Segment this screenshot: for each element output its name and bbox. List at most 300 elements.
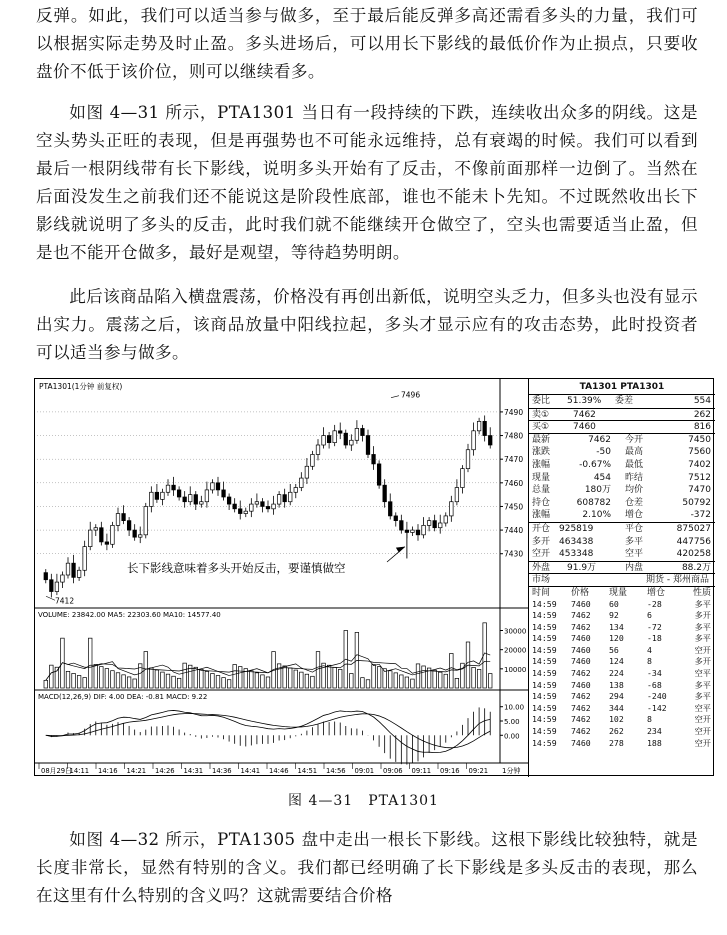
volume-bar: [338, 669, 342, 688]
market-label: 市场: [532, 575, 551, 586]
volume-bar: [111, 671, 115, 688]
candle-up: [244, 511, 248, 513]
price-tick-label: 7480: [504, 431, 524, 441]
volume-bar: [300, 672, 304, 688]
volume-bar: [416, 664, 420, 688]
position-label: 空开: [532, 549, 551, 560]
volume-bar: [88, 638, 92, 688]
stat-value: 7560: [688, 447, 711, 458]
stat-label: 涨跌: [532, 447, 551, 458]
volume-bar: [166, 674, 170, 688]
tick-cell: -72: [647, 621, 662, 632]
tick-cell: 14:59: [532, 679, 557, 690]
tick-cell: -240: [647, 691, 667, 702]
tick-cell: 7462: [571, 691, 591, 702]
time-axis-label: 1分钟: [502, 767, 521, 775]
volume-bar: [100, 667, 104, 688]
tick-cell: 344: [609, 702, 624, 713]
market-row: [529, 573, 715, 586]
candle-down: [488, 436, 492, 445]
time-axis-label: 09:01: [354, 767, 375, 775]
candle-up: [411, 530, 415, 532]
tick-list: [529, 599, 715, 750]
position-row: [529, 536, 715, 549]
stat-value: 180万: [584, 485, 611, 496]
candle-down: [283, 495, 287, 502]
candle-down: [366, 436, 370, 455]
tick-cell: 138: [609, 679, 624, 690]
volume-tick-label: 10000: [504, 665, 527, 674]
tick-cell: 7460: [571, 633, 591, 644]
stat-label: 持仓: [532, 497, 551, 508]
tick-cell: 14:59: [532, 656, 557, 667]
stat-value: 7450: [688, 434, 711, 445]
tick-cell: 多平: [694, 621, 711, 632]
tick-cell: 14:59: [532, 737, 557, 748]
tick-cell: 92: [609, 610, 619, 621]
tick-cell: -142: [647, 702, 667, 713]
inner-label: 内盘: [625, 562, 644, 573]
volume-bar: [294, 670, 298, 688]
candle-down: [416, 530, 420, 535]
stat-label: 今开: [625, 434, 644, 445]
sell-price: 7462: [573, 409, 596, 420]
time-axis-label: 14:26: [155, 767, 175, 775]
high-pointer: [391, 396, 399, 398]
candle-down: [50, 580, 54, 592]
candle-up: [205, 490, 209, 502]
volume-bar: [133, 679, 137, 688]
candle-down: [194, 495, 198, 504]
stat-value: -50: [596, 447, 611, 458]
tick-header-cell: 时间: [532, 587, 551, 598]
stat-label: 仓差: [625, 497, 644, 508]
candle-down: [372, 454, 376, 463]
volume-bar: [422, 666, 426, 688]
stat-value: 608782: [576, 497, 611, 508]
candle-down: [338, 431, 342, 433]
candle-up: [305, 466, 309, 478]
tick-cell: 14:59: [532, 621, 557, 632]
paragraph-2: 如图 4—31 所示，PTA1301 当日有一段持续的下跌，连续收出众多的阴线。这是空头势头正旺的表现，但是再强势也不可能永远维持，总有衰竭的时候。我们可以看到最后一根阴线带有长下影线，说明多头开始有了反击，不像前面那样一边倒了。当然在后面没发生之前我们还不能说这是阶段性底部，谁也不能未卜先知。不过既然收出长下影线就说明了多头的反击，此时我们就不能继续开仓做空了，空头也需要适当止盈，但是也不能开仓做多，最好是观望，等待趋势明朗。: [36, 103, 698, 262]
candle-up: [438, 523, 442, 528]
time-axis-label: 14:31: [183, 767, 204, 775]
volume-bar: [161, 672, 165, 688]
annotation-arrowhead: [396, 547, 405, 553]
price-tick-label: 7450: [504, 502, 524, 512]
volume-bar: [222, 678, 226, 688]
price-tick-label: 7470: [504, 455, 524, 465]
tick-cell: 102: [609, 714, 624, 725]
tick-cell: 14:59: [532, 702, 557, 713]
candle-up: [311, 454, 315, 466]
stat-row: [529, 484, 715, 497]
tick-cell: 7460: [571, 656, 591, 667]
tick-cell: 7462: [571, 714, 591, 725]
position-label: 平仓: [625, 523, 644, 534]
candle-down: [266, 506, 270, 508]
buy-row: [529, 420, 715, 433]
tick-cell: 空开: [694, 726, 711, 737]
stat-value: 7470: [688, 485, 711, 496]
volume-bar: [394, 673, 398, 688]
candle-down: [172, 485, 176, 490]
inner-value: 88.2万: [681, 562, 711, 573]
buy-label: 买①: [532, 422, 550, 433]
tick-cell: 7460: [571, 598, 591, 609]
stat-label: 均价: [625, 485, 644, 496]
volume-bar: [405, 677, 409, 688]
tick-cell: 234: [647, 726, 662, 737]
outer-label: 外盘: [532, 562, 551, 573]
volume-bar: [150, 668, 154, 688]
candle-down: [483, 421, 487, 435]
stat-label: 涨幅: [532, 459, 551, 470]
stat-value: -372: [690, 510, 711, 521]
position-value: 447756: [676, 536, 711, 547]
stat-label: 最低: [625, 459, 644, 470]
volume-bar: [450, 654, 454, 689]
candle-down: [400, 521, 404, 530]
weicha-label: 委差: [615, 396, 634, 406]
candle-up: [255, 502, 259, 504]
tick-cell: 8: [647, 656, 652, 667]
tick-cell: 14:59: [532, 668, 557, 679]
volume-bar: [438, 672, 442, 688]
position-label: 多开: [532, 536, 551, 547]
candle-down: [433, 521, 437, 528]
volume-bar: [372, 665, 376, 688]
time-axis-label: 14:51: [297, 767, 318, 775]
figure-caption: 图 4—31 PTA1301: [288, 793, 439, 809]
tick-cell: 14:59: [532, 598, 557, 609]
stats-list: [529, 433, 715, 522]
stat-label: 现量: [532, 472, 551, 483]
volume-bar: [477, 669, 481, 688]
candle-down: [327, 436, 331, 443]
stat-value: 50792: [682, 497, 711, 508]
volume-bar: [361, 678, 365, 688]
tick-cell: 188: [647, 737, 662, 748]
volume-bar: [50, 665, 54, 688]
tick-cell: 7462: [571, 702, 591, 713]
volume-bar: [177, 678, 181, 688]
tick-cell: 14:59: [532, 644, 557, 655]
tick-row: [529, 703, 715, 715]
volume-tick-label: 20000: [504, 646, 527, 655]
candle-up: [427, 521, 431, 526]
stat-value: -0.67%: [579, 459, 611, 470]
candle-down: [344, 433, 348, 445]
price-tick-label: 7490: [504, 407, 524, 417]
macd-tick-label: 5.00: [504, 718, 520, 726]
volume-bar: [72, 673, 76, 688]
tick-row: [529, 645, 715, 657]
candle-down: [233, 504, 237, 509]
volume-bar: [472, 667, 476, 688]
paragraph-4: 如图 4—32 所示，PTA1305 盘中走出一根长下影线。这根下影线比较独特，就是长度非常长，显然有特别的含义。我们都已经明确了长下影线是多头反击的表现，那么在这里有什么特别的含义吗？这就需要结合价格: [36, 830, 698, 905]
stat-value: 454: [593, 472, 611, 483]
stat-value: 2.10%: [582, 510, 611, 521]
candle-up: [472, 431, 476, 450]
stat-row: [529, 509, 715, 522]
volume-bar: [77, 676, 81, 688]
volume-bar: [183, 663, 187, 688]
volume-bar: [388, 671, 392, 688]
tick-row: [529, 726, 715, 738]
stat-row: [529, 434, 715, 447]
volume-bar: [305, 674, 309, 688]
price-tick-label: 7430: [504, 549, 524, 559]
volume-label: VOLUME: 23842.00 MA5: 22303.60 MA10: 14577.40: [38, 611, 221, 619]
candle-up: [288, 492, 292, 501]
candle-down: [377, 464, 381, 485]
quote-panel: [528, 379, 715, 777]
candle-up: [294, 488, 298, 493]
candle-up: [83, 547, 87, 571]
time-axis-label: 14:46: [269, 767, 289, 775]
tick-row: [529, 668, 715, 680]
stat-label: 总量: [532, 485, 551, 496]
volume-bar: [377, 667, 381, 688]
time-axis-label: 14:16: [98, 767, 118, 775]
tick-cell: 7460: [571, 644, 591, 655]
tick-cell: 多平: [694, 691, 711, 702]
candle-up: [444, 516, 448, 523]
tick-cell: 14:59: [532, 633, 557, 644]
tick-cell: 空平: [694, 668, 711, 679]
volume-bar: [333, 667, 337, 688]
candle-up: [211, 483, 215, 490]
weicha-value: 554: [693, 396, 711, 406]
weibi-label: 委比: [532, 396, 551, 406]
volume-bar: [350, 674, 354, 688]
kline-chart: [35, 379, 528, 777]
volume-bar: [255, 673, 259, 688]
tick-row: [529, 622, 715, 634]
outer-inner-row: [529, 561, 715, 574]
time-axis-label: 09:11: [411, 767, 432, 775]
tick-row: [529, 633, 715, 645]
tick-cell: 14:59: [532, 726, 557, 737]
paragraph-3: 此后该商品陷入横盘震荡，价格没有再创出新低，说明空头乏力，但多头也没有显示出实力。震荡之后，该商品放量中阳线拉起，多头才显示应有的攻击态势，此时投资者可以适当参与做多。: [36, 287, 698, 362]
tick-cell: 262: [609, 726, 624, 737]
tick-cell: 8: [647, 714, 652, 725]
tick-row: [529, 656, 715, 668]
candle-up: [138, 535, 142, 537]
tick-cell: 14:59: [532, 610, 557, 621]
volume-bar: [105, 669, 109, 688]
stat-value: 7512: [688, 472, 711, 483]
candle-up: [277, 495, 281, 504]
candle-up: [455, 488, 459, 502]
candle-up: [272, 504, 276, 509]
tick-cell: 7462: [571, 621, 591, 632]
candle-down: [261, 502, 265, 507]
candle-down: [105, 542, 109, 544]
tick-cell: 278: [609, 737, 624, 748]
stat-label: 最新: [532, 434, 551, 445]
volume-bar: [327, 665, 331, 688]
volume-bar: [366, 680, 370, 688]
candle-down: [383, 485, 387, 502]
candle-down: [100, 528, 104, 542]
volume-bar: [411, 679, 415, 688]
candle-up: [250, 504, 254, 511]
volume-bar: [127, 677, 131, 688]
volume-bar: [444, 674, 448, 688]
candle-up: [88, 530, 92, 547]
time-axis-label: 09:16: [440, 767, 460, 775]
time-axis-label: 14:11: [69, 767, 90, 775]
position-row: [529, 523, 715, 536]
chart-figure: [34, 378, 714, 776]
tick-cell: 空开: [694, 737, 711, 748]
chart-annotation: 长下影线意味着多头开始反击，要谨慎做空: [127, 561, 346, 575]
tick-cell: 124: [609, 656, 624, 667]
candle-up: [355, 428, 359, 440]
tick-cell: 56: [609, 644, 619, 655]
candle-up: [61, 575, 65, 582]
candle-down: [177, 490, 181, 497]
tick-cell: -34: [647, 668, 662, 679]
low-pointer: [46, 596, 55, 600]
time-axis-label: 09:06: [383, 767, 403, 775]
stat-value: 7402: [688, 459, 711, 470]
candle-up: [422, 525, 426, 534]
candle-up: [333, 431, 337, 443]
stat-label: 涨幅: [532, 510, 551, 521]
tick-header-row: [529, 586, 715, 599]
candle-down: [44, 573, 48, 580]
weibi-value: 51.39%: [567, 396, 602, 406]
time-axis-label: 14:56: [326, 767, 346, 775]
candle-up: [116, 514, 120, 526]
volume-bar: [250, 671, 254, 688]
tick-cell: 7460: [571, 679, 591, 690]
paragraph-1: 反弹。如此，我们可以适当参与做多，至于最后能反弹多高还需看多头的力量，我们可以根据实际走势及时止盈。多头进场后，可以用长下影线的最低价作为止损点，只要收盘价不低于该价位，则可以继续看多。: [36, 6, 698, 81]
candle-down: [227, 497, 231, 504]
position-label: 空平: [625, 549, 644, 560]
position-value: 925819: [559, 523, 594, 534]
candle-up: [450, 502, 454, 516]
stat-label: 最高: [625, 447, 644, 458]
tick-cell: 7462: [571, 726, 591, 737]
quote-panel-title: TA1301 PTA1301: [529, 379, 715, 395]
tick-cell: 224: [609, 668, 624, 679]
volume-bar: [266, 677, 270, 688]
volume-bar: [155, 670, 159, 688]
stat-row: [529, 446, 715, 459]
volume-bar: [83, 678, 87, 688]
market-value: 期货 - 郑州商品: [646, 575, 709, 586]
candle-down: [361, 428, 365, 435]
stat-row: [529, 497, 715, 510]
stat-row: [529, 472, 715, 485]
candle-up: [322, 436, 326, 445]
tick-row: [529, 691, 715, 703]
tick-cell: 7462: [571, 610, 591, 621]
tick-cell: 60: [609, 598, 619, 609]
stat-value: 7462: [588, 434, 611, 445]
volume-bar: [200, 669, 204, 688]
volume-bar: [44, 680, 48, 688]
tick-cell: 6: [647, 610, 652, 621]
candle-down: [388, 502, 392, 516]
volume-bar: [66, 671, 70, 688]
candle-up: [200, 502, 204, 504]
candle-up: [300, 478, 304, 487]
candle-down: [216, 483, 220, 490]
position-value: 875027: [676, 523, 711, 534]
tick-header-cell: 现量: [609, 587, 628, 598]
volume-bar: [288, 668, 292, 688]
volume-bar: [283, 666, 287, 688]
candle-down: [183, 497, 187, 502]
candle-up: [316, 445, 320, 454]
volume-bar: [227, 680, 231, 688]
tick-cell: 120: [609, 633, 624, 644]
volume-bar: [94, 664, 98, 688]
tick-header-cell: 增仓: [647, 587, 666, 598]
weibi-row: [529, 395, 715, 408]
tick-cell: 14:59: [532, 691, 557, 702]
candle-up: [477, 421, 481, 430]
tick-cell: 空开: [694, 714, 711, 725]
price-tick-label: 7440: [504, 526, 524, 536]
candle-down: [72, 563, 76, 577]
tick-cell: 7460: [571, 737, 591, 748]
candle-down: [155, 492, 159, 499]
tick-header-cell: 价格: [571, 587, 590, 598]
tick-cell: 294: [609, 691, 624, 702]
sell-label: 卖①: [532, 409, 550, 420]
volume-bar: [211, 673, 215, 688]
candle-up: [144, 506, 148, 534]
volume-bar: [311, 676, 315, 688]
volume-tick-label: 30000: [504, 627, 527, 636]
tick-cell: 空开: [694, 644, 711, 655]
tick-cell: 空平: [694, 702, 711, 713]
candle-up: [150, 492, 154, 506]
tick-cell: 多开: [694, 656, 711, 667]
position-value: 453348: [559, 549, 594, 560]
volume-bar: [172, 676, 176, 688]
volume-bar: [205, 671, 209, 688]
candle-down: [394, 516, 398, 521]
tick-cell: 多平: [694, 679, 711, 690]
positions-list: [529, 522, 715, 561]
candle-up: [161, 492, 165, 499]
candle-up: [55, 582, 59, 591]
time-axis-label: 14:21: [126, 767, 147, 775]
volume-bar: [122, 675, 126, 688]
tick-row: [529, 610, 715, 622]
candle-down: [127, 521, 131, 530]
volume-bar: [216, 676, 220, 688]
candle-up: [350, 440, 354, 445]
candle-up: [166, 485, 170, 492]
chart-title: PTA1301(1分钟 前复权): [39, 382, 123, 391]
candle-down: [238, 509, 242, 514]
position-label: 开仓: [532, 523, 551, 534]
position-label: 多平: [625, 536, 644, 547]
tick-cell: -68: [647, 679, 662, 690]
time-axis-label: 09:21: [468, 767, 489, 775]
tick-row: [529, 680, 715, 692]
candle-up: [111, 525, 115, 544]
volume-bar: [400, 675, 404, 688]
